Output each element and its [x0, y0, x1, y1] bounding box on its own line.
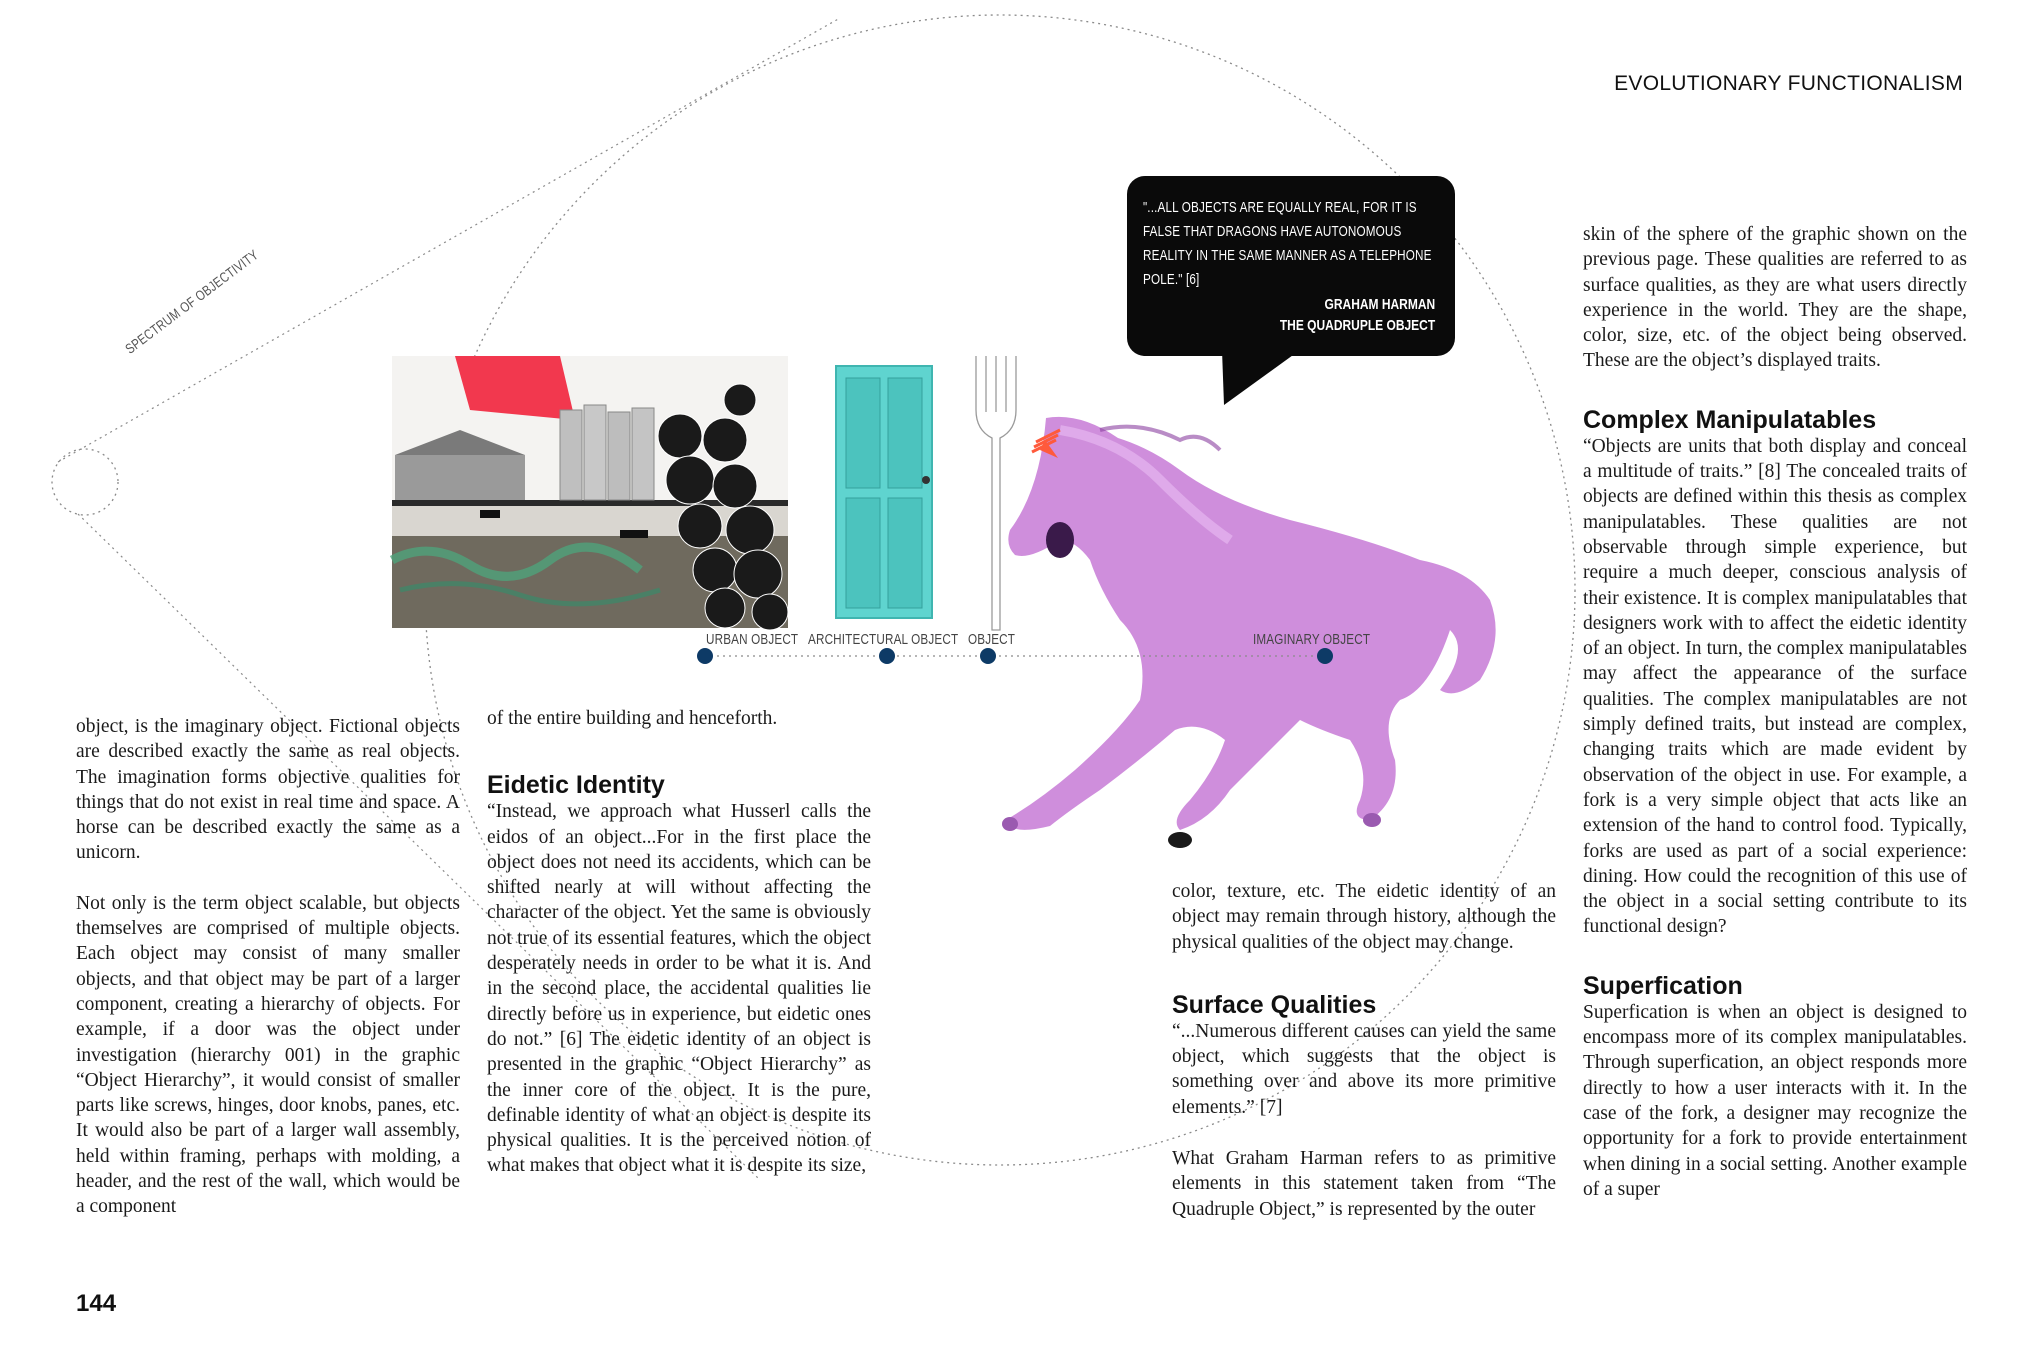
paragraph: “...Numerous different causes can yield the same object, which suggests that the object is something over and above its more primitive elements.” [7]: [1172, 1020, 1556, 1118]
urban-object-dot: [697, 648, 713, 664]
text-column-1: [76, 714, 460, 1220]
heading-surface-qualities: Surface Qualities: [1172, 990, 1377, 1019]
paragraph: Not only is the term object scalable, but objects themselves are comprised of multiple objects. Each object may consist of many smaller objects, and that object may be part of a larger component, creating a hierarchy of objects. For example, if a door was the object under investigation (hierarchy 001) in the graphic “Object Hierarchy”, it would consist of smaller parts like screws, hinges, door knobs, panes, etc. It would also be part of a larger wall assembly, held within framing, perhaps with molding, a header, and the rest of the wall, which would be a component: [76, 892, 460, 1218]
heading-eidetic-identity: Eidetic Identity: [487, 771, 665, 800]
paragraph: What Graham Harman refers to as primitive elements in this statement taken from “The Quadruple Object,” is represented by the outer: [1172, 1148, 1556, 1220]
imaginary-object-label: IMAGINARY OBJECT: [1253, 631, 1371, 648]
quote-attribution: [1280, 294, 1435, 336]
heading-superfication: Superfication: [1583, 971, 1743, 1000]
text-column-4: [1583, 222, 1967, 1202]
object-label: OBJECT: [968, 631, 1016, 648]
paragraph: “Objects are units that both display and conceal a multitude of traits.” [8] The concealed traits of objects are defined within this thesis as complex manipulatables. These qualities are not observable through simple experience, but require a much deeper, conscious analysis of their existence. It is complex manipulatables that designers work with to affect the eidetic identity of an object. In turn, the complex manipulatables may affect the appearance of the surface qualities. The complex manipulatables are not simply defined traits, but instead are complex, changing traits which are made evident by observation of the object in use. For example, a fork is a very simple object that acts like an extension of the hand to control food. Typically, forks are used as part of a social experience: dining. How could the recognition of this use of the object in a social setting contribute to its functional design?: [1583, 435, 1967, 938]
heading-complex-manipulatables: Complex Manipulatables: [1583, 405, 1877, 434]
architectural-object-door: [836, 366, 932, 618]
paragraph: Superfication is when an object is designed to encompass more of its complex manipulatables. Through superfication, an object responds more directly to how a user interacts with it. In the case of the fork, a designer may recognize the opportunity for a fork to provide entertainment when dining in a social setting. Another example of a super: [1583, 1001, 1967, 1200]
paragraph: skin of the sphere of the graphic shown on the previous page. These qualities are referred to as surface qualities, as they are what users directly experience in the world. They are the shape, color, size, etc. of the object being observed. These are the object’s displayed traits.: [1583, 224, 1967, 372]
page-number: 144: [76, 1290, 117, 1317]
paragraph: of the entire building and henceforth.: [487, 708, 778, 729]
running-header: EVOLUTIONARY FUNCTIONALISM: [1614, 72, 1963, 95]
spectrum-label: SPECTRUM OF OBJECTIVITY: [122, 246, 262, 357]
object-dot: [980, 648, 996, 664]
imaginary-object-dot: [1317, 648, 1333, 664]
quote-bubble-tail: [1222, 350, 1300, 405]
object-fork: [976, 356, 1016, 630]
quote-source: THE QUADRUPLE OBJECT: [1279, 317, 1435, 334]
quote-author: GRAHAM HARMAN: [1324, 296, 1435, 313]
urban-object-label: URBAN OBJECT: [706, 631, 799, 648]
urban-object-image: [392, 356, 788, 630]
architectural-object-dot: [879, 648, 895, 664]
quote-bubble: [1127, 176, 1455, 356]
paragraph: color, texture, etc. The eidetic identity of an object may remain through history, although the physical qualities of the object may change.: [1172, 881, 1556, 953]
imaginary-object-unicorn: [1002, 417, 1496, 848]
architectural-object-label: ARCHITECTURAL OBJECT: [808, 631, 959, 648]
paragraph: object, is the imaginary object. Fictional objects are described exactly the same as real objects. The imagination forms objective qualities for things that do not exist in real time and space. A horse can be described exactly the same as a unicorn.: [76, 716, 460, 864]
quote-text: "...ALL OBJECTS ARE EQUALLY REAL, FOR IT IS FALSE THAT DRAGONS HAVE AUTONOMOUS REALITY IN THE SAME MANNER AS A TELEPHONE POLE." [6]: [1143, 199, 1432, 288]
text-column-3: [1172, 879, 1556, 1222]
viewpoint-circle: [52, 449, 118, 515]
text-column-2: [487, 706, 871, 1179]
paragraph: “Instead, we approach what Husserl calls the eidos of an object...For in the first place the object does not need its accidents, which can be shifted nearly at will without affecting the character of the object. Yet the same is obviously not true of its essential features, which the object desperately needs in order to be what it is. And in the second place, the accidental qualities lie directly before us in experience, but eidetic ones do not.” [6] The eidetic identity of an object is presented in the graphic “Object Hierarchy” as the inner core of the object. It is the pure, definable identity of what an object is despite its physical qualities. It is the perceived notion of what makes that object what it is despite its size,: [487, 801, 871, 1177]
